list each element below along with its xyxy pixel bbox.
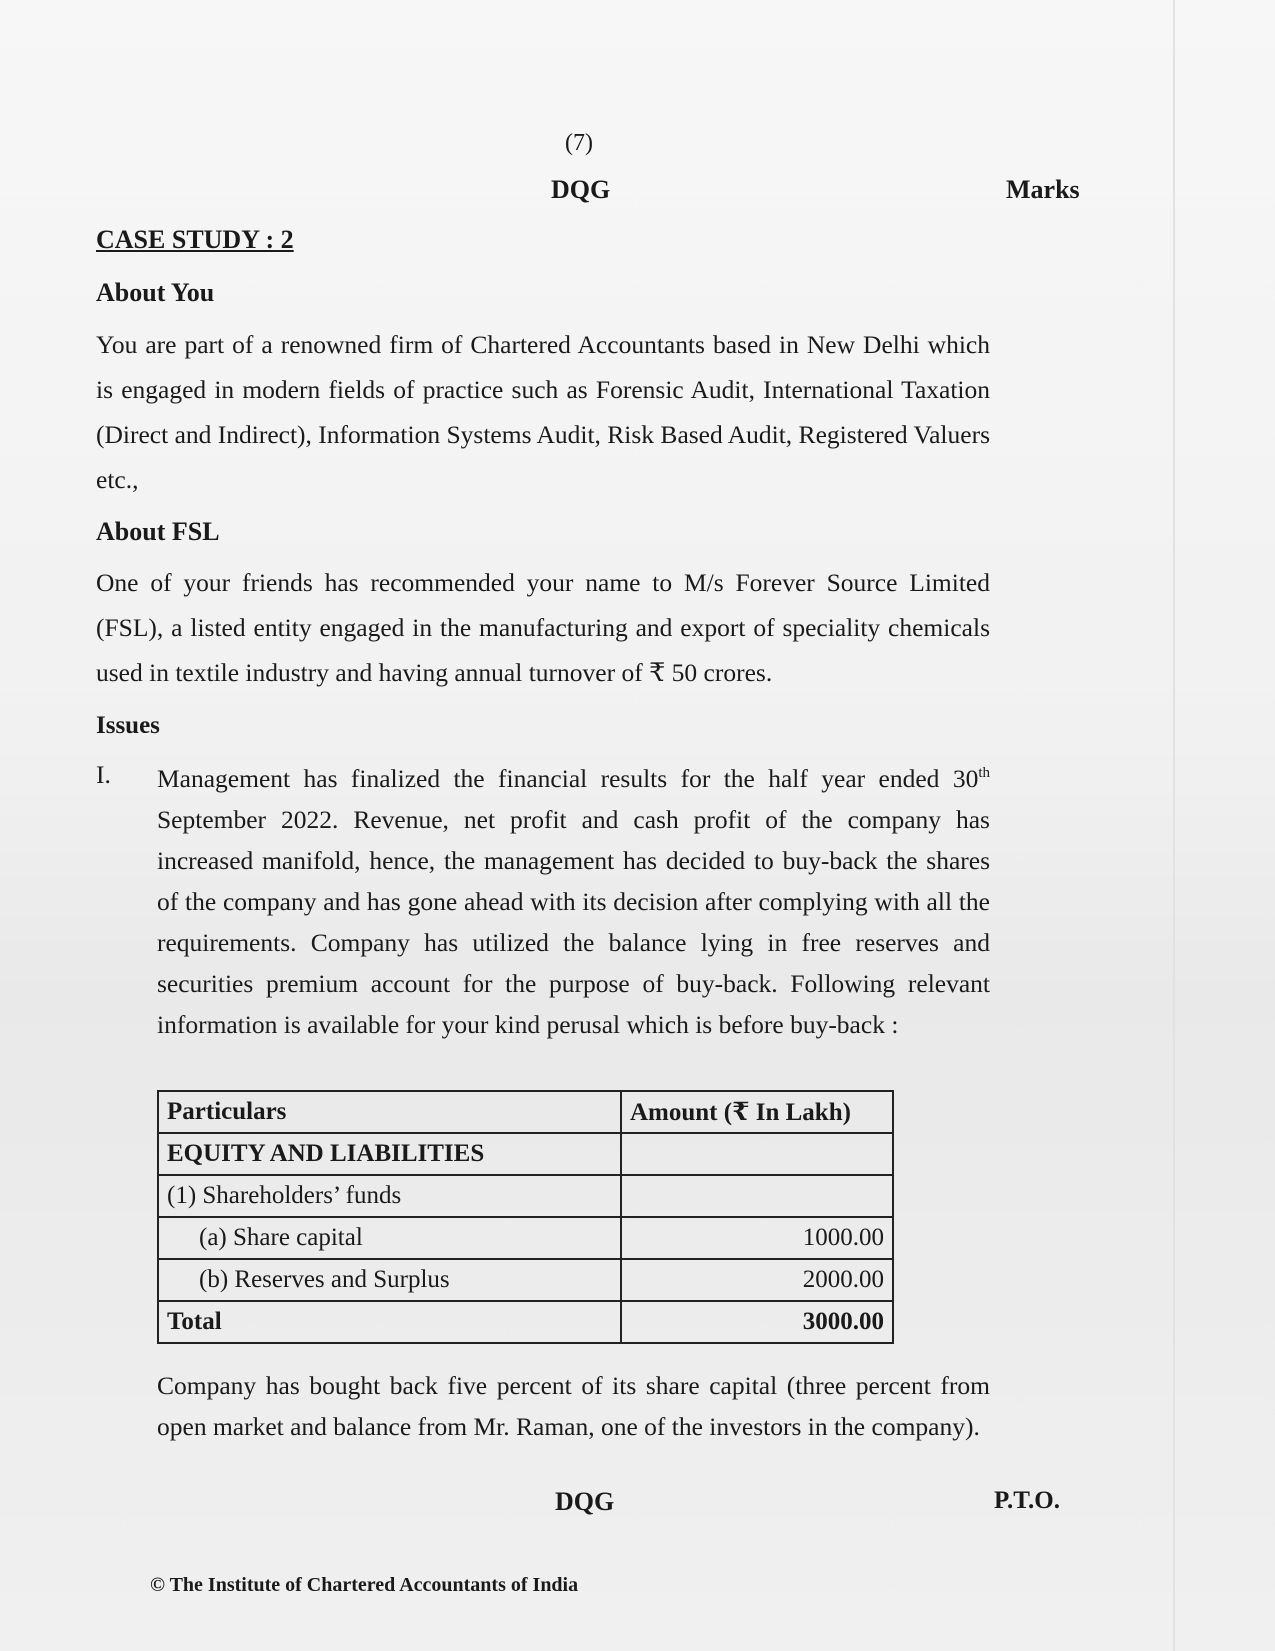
footer-paper-code: DQG: [555, 1487, 615, 1516]
table-row: [158, 1133, 893, 1175]
total-amount: 3000.00: [621, 1301, 893, 1343]
balance-sheet-table: [157, 1090, 894, 1344]
issue-paragraph: [157, 758, 990, 1045]
header-paper-code: DQG: [551, 175, 611, 204]
subsection-label: (1) Shareholders’ funds: [158, 1175, 621, 1217]
about-you-heading: About You: [96, 278, 215, 307]
copyright-notice: © The Institute of Chartered Accountants of India: [150, 1574, 579, 1596]
issues-heading: Issues: [96, 712, 160, 739]
table-total-row: [158, 1301, 893, 1343]
particulars-header: Particulars: [158, 1091, 621, 1133]
about-fsl-heading: About FSL: [96, 517, 220, 546]
table-row: [158, 1217, 893, 1259]
row-label: (b) Reserves and Surplus: [158, 1259, 621, 1301]
row-amount: 2000.00: [621, 1259, 893, 1301]
issue-text-start: Management has finalized the financial results for the half year ended 30: [157, 764, 979, 793]
table-row: [158, 1259, 893, 1301]
about-you-paragraph: You are part of a renowned firm of Chartered Accountants based in New Delhi which is engaged in modern fields of practice such as Forensic Audit, International Taxation (Direct and Indirect), Information Systems Audit, Risk Based Audit, Registered Valuers etc.,: [96, 330, 990, 494]
issue-text-rest: September 2022. Revenue, net profit and cash profit of the company has increased manifold, hence, the management has decided to buy-back the shares of the company and has gone ahead with its decision after complying with all the requirements. Company has utilized the balance lying in free reserves and securities premium account for the purpose of buy-back. Following relevant information is available for your kind perusal which is before buy-back :: [157, 805, 990, 1039]
table-row: [158, 1175, 893, 1217]
case-study-title: CASE STUDY : 2: [96, 225, 294, 254]
page-number: (7): [565, 130, 593, 156]
empty-cell: [621, 1133, 893, 1175]
buyback-paragraph: Company has bought back five percent of its share capital (three percent from open market and balance from Mr. Raman, one of the investors in the company).: [157, 1371, 990, 1441]
pto-label: P.T.O.: [994, 1487, 1060, 1514]
empty-cell: [621, 1175, 893, 1217]
page-edge-divider: [1173, 0, 1175, 1651]
row-label: (a) Share capital: [158, 1217, 621, 1259]
issue-number: I.: [96, 760, 111, 789]
marks-column-label: Marks: [1006, 175, 1080, 204]
table-header-row: [158, 1091, 893, 1133]
section-label: EQUITY AND LIABILITIES: [158, 1133, 621, 1175]
total-label: Total: [158, 1301, 621, 1343]
about-fsl-paragraph: One of your friends has recommended your name to M/s Forever Source Limited (FSL), a listed entity engaged in the manufacturing and export of speciality chemicals used in textile industry and having annual turnover of ₹ 50 crores.: [96, 568, 990, 687]
amount-header: Amount (₹ In Lakh): [621, 1091, 893, 1133]
date-ordinal-suffix: th: [978, 765, 990, 781]
row-amount: 1000.00: [621, 1217, 893, 1259]
